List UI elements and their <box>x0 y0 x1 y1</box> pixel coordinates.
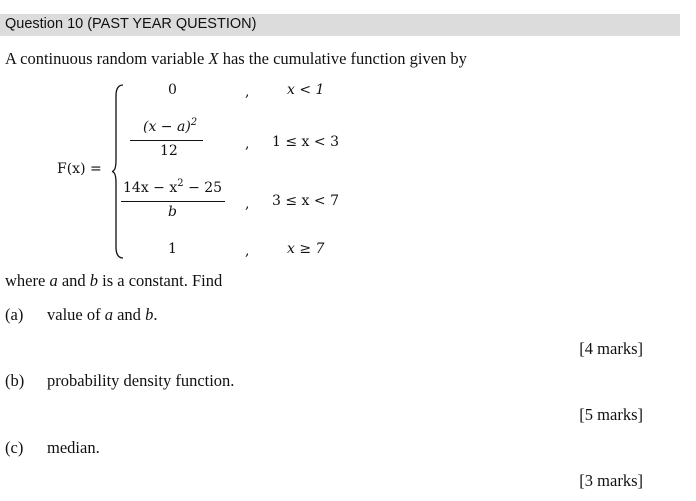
constants-pre: where <box>5 271 50 290</box>
part-b-label: (b) <box>5 371 25 390</box>
case-3-numerator <box>123 180 222 196</box>
part-c-marks: [3 marks] <box>579 471 643 490</box>
case-3-fraction-bar <box>121 201 225 202</box>
part-a-text-mid: and <box>112 305 146 324</box>
case-1-comma: , <box>245 84 250 100</box>
part-b-marks: [5 marks] <box>579 405 643 424</box>
case-3-denominator: b <box>168 204 177 220</box>
case-2-comma: , <box>245 136 250 152</box>
case-2-numerator-exponent: 2 <box>190 117 198 128</box>
part-a-text-pre: value of <box>47 305 105 324</box>
case-2-condition: 1 ≤ x < 3 <box>272 134 339 150</box>
case-2-numerator <box>143 119 197 135</box>
case-4-value: 1 <box>168 241 177 257</box>
part-a-label: (a) <box>5 305 24 324</box>
constants-mid: and <box>57 271 90 290</box>
cdf-lhs: F(x) = <box>57 161 102 177</box>
intro-sentence <box>5 49 467 69</box>
constant-a: a <box>49 271 58 290</box>
part-a-var-a: a <box>104 305 113 324</box>
case-3-condition: 3 ≤ x < 7 <box>272 193 339 209</box>
case-2-numerator-base: (x − a) <box>143 119 191 135</box>
case-2-fraction-bar <box>130 140 203 141</box>
part-a-marks: [4 marks] <box>579 339 643 358</box>
part-c-text: median. <box>47 438 100 457</box>
part-a-var-b: b <box>145 305 154 324</box>
case-3-numerator-exponent: 2 <box>177 178 184 189</box>
case-1-value: 0 <box>168 82 177 98</box>
part-a-text-post: . <box>153 305 158 324</box>
intro-pre: A continuous random variable <box>5 49 209 68</box>
constants-post: is a constant. Find <box>98 271 223 290</box>
constants-line <box>5 271 222 291</box>
case-2-denominator: 12 <box>160 143 178 159</box>
part-a-text <box>47 305 157 325</box>
case-3-numerator-main: 14x − x <box>123 180 178 196</box>
part-c-label: (c) <box>5 438 24 457</box>
constant-b: b <box>89 271 99 290</box>
case-3-comma: , <box>245 196 250 212</box>
question-title: Question 10 (PAST YEAR QUESTION) <box>5 16 257 32</box>
question-header <box>0 14 680 36</box>
random-variable-x: X <box>208 49 219 68</box>
case-4-condition: x ≥ 7 <box>287 241 325 257</box>
intro-post: has the cumulative function given by <box>218 49 467 68</box>
part-b-text: probability density function. <box>47 371 235 390</box>
left-brace-icon <box>111 84 125 259</box>
case-4-comma: , <box>245 243 250 259</box>
case-1-condition: x < 1 <box>287 82 325 98</box>
case-3-numerator-tail: − 25 <box>183 180 223 196</box>
